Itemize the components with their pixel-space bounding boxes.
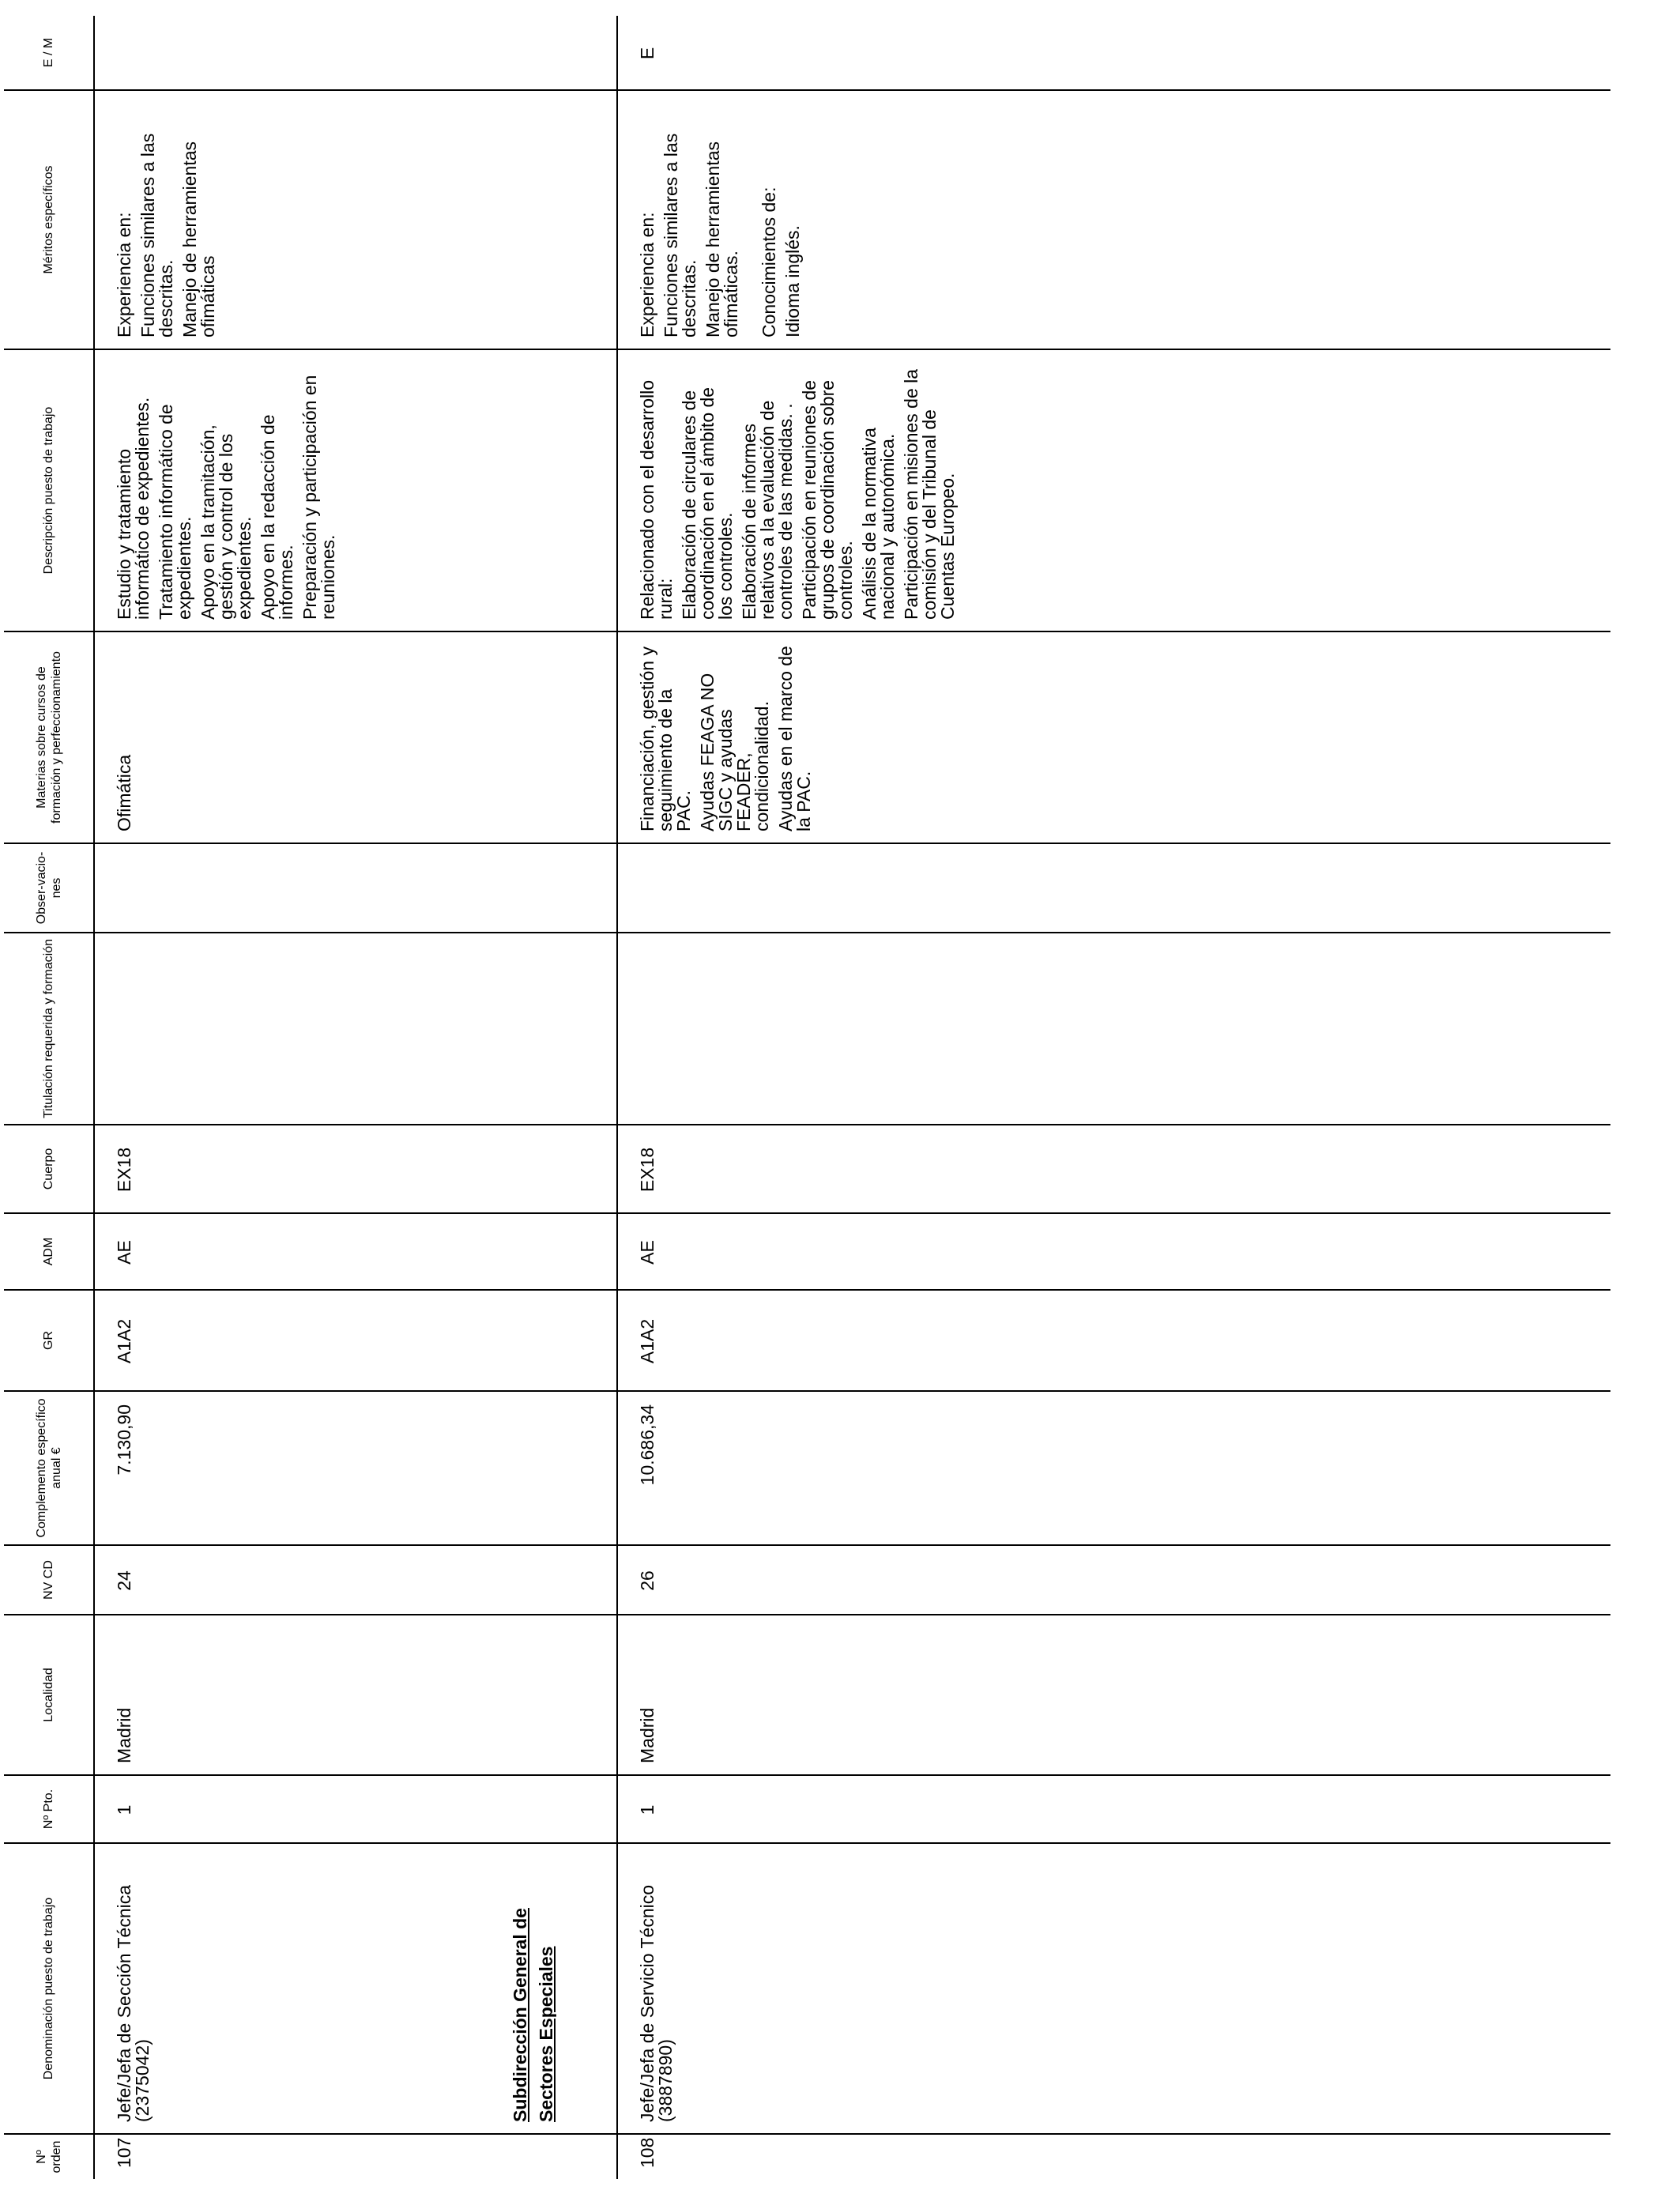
col-header-localidad: Localidad (4, 1615, 94, 1775)
col-header-descripcion: Descripción puesto de trabajo (4, 349, 94, 631)
merito-item: Manejo de herramientas ofimáticas (179, 141, 218, 337)
col-header-nvcd: NV CD (4, 1545, 94, 1615)
cell-observaciones (94, 843, 617, 933)
descripcion-item: Estudio y tratamiento informático de expedientes. (114, 397, 153, 620)
cell-em: E (637, 47, 657, 60)
cell-gr: A1A2 (617, 1290, 1610, 1391)
descripcion-item: Preparación y participación en reuniones. (299, 375, 338, 620)
descripcion-item: Elaboración de circulares de coordinación en el ámbito de los controles. (679, 386, 736, 620)
col-header-meritos: Méritos específicos (4, 90, 94, 349)
merito-item: Funciones similares a las descritas. (137, 133, 176, 337)
merito-item: Conocimientos de: (759, 187, 779, 337)
cell-adm: AE (94, 1213, 617, 1290)
descripcion-item: Análisis de la normativa nacional y autonómica. (859, 428, 898, 620)
header-row (4, 16, 94, 2179)
merito-item: Experiencia en: (637, 212, 657, 337)
section-heading: Subdirección General de Sectores Especiales (510, 1908, 556, 2122)
cell-observaciones (617, 843, 1610, 933)
cell-orden: 107 (94, 2134, 617, 2179)
descripcion-item: Elaboración de informes relativos a la evaluación de controles de las medidas. . (739, 400, 796, 620)
col-header-em: E / M (4, 16, 94, 90)
descripcion-item: Apoyo en la tramitación, gestión y control de los expedientes. (198, 424, 254, 620)
cell-nvcd: 24 (94, 1545, 617, 1615)
cell-titulacion (617, 933, 1610, 1125)
cell-npto: 1 (617, 1775, 1610, 1843)
col-header-complemento: Complemento específico anual € (4, 1391, 94, 1545)
merito-item: Experiencia en: (114, 212, 134, 337)
cell-denominacion: Jefe/Jefa de Servicio Técnico (3887890) (617, 1843, 1610, 2134)
col-header-denominacion: Denominación puesto de trabajo (4, 1843, 94, 2134)
cell-gr: A1A2 (94, 1290, 617, 1391)
col-header-cuerpo: Cuerpo (4, 1125, 94, 1213)
cell-complemento: 10.686,34 (617, 1391, 1610, 1545)
cell-npto: 1 (94, 1775, 617, 1843)
descripcion-item: Tratamiento informático de expedientes. (156, 404, 194, 620)
col-header-observaciones: Obser-vacio-nes (4, 843, 94, 933)
positions-table (4, 16, 1610, 2179)
materia-item: Ofimática (114, 754, 134, 831)
cell-localidad: Madrid (617, 1615, 1610, 1775)
descripcion-item: Relacionado con el desarrollo rural: (637, 379, 676, 620)
table-row (94, 16, 617, 2179)
cell-descripcion (94, 349, 617, 631)
col-header-titulacion: Titulación requerida y formación (4, 933, 94, 1125)
merito-item: Idioma inglés. (782, 225, 803, 337)
cell-materias (94, 631, 617, 843)
descripcion-item: Participación en reuniones de grupos de coordinación sobre controles. (799, 379, 856, 620)
cell-em (94, 16, 617, 90)
cell-meritos (617, 90, 1610, 349)
col-header-adm: ADM (4, 1213, 94, 1290)
cell-titulacion (94, 933, 617, 1125)
materia-item: Ayudas en el marco de la PAC. (775, 646, 814, 831)
cell-cuerpo: EX18 (617, 1125, 1610, 1213)
table-row (617, 16, 1610, 2179)
cell-orden: 108 (617, 2134, 1610, 2179)
col-header-npto: Nº Pto. (4, 1775, 94, 1843)
cell-cuerpo: EX18 (94, 1125, 617, 1213)
cell-localidad: Madrid (94, 1615, 617, 1775)
cell-denominacion (94, 1843, 617, 2134)
cell-complemento: 7.130,90 (94, 1391, 617, 1545)
materia-item: Financiación, gestión y seguimiento de la PAC. (637, 647, 694, 831)
cell-meritos (94, 90, 617, 349)
materia-item: Ayudas FEAGA NO SIGC y ayudas FEADER, condicionalidad. (697, 673, 772, 831)
col-header-orden: Nº orden (4, 2134, 94, 2179)
merito-item: Manejo de herramientas ofimáticas. (703, 141, 741, 337)
merito-item: Funciones similares a las descritas. (661, 133, 699, 337)
descripcion-item: Apoyo en la redacción de informes. (258, 414, 296, 620)
descripcion-item: Participación en misiones de la comisión y del Tribunal de Cuentas Europeo. (901, 368, 958, 620)
cell-materias (617, 631, 1610, 843)
col-header-materias: Materias sobre cursos de formación y perfeccionamiento (4, 631, 94, 843)
cell-descripcion (617, 349, 1610, 631)
cell-nvcd: 26 (617, 1545, 1610, 1615)
cell-adm: AE (617, 1213, 1610, 1290)
denominacion-text: Jefe/Jefa de Sección Técnica (2375042) (114, 1884, 153, 2122)
col-header-gr: GR (4, 1290, 94, 1391)
